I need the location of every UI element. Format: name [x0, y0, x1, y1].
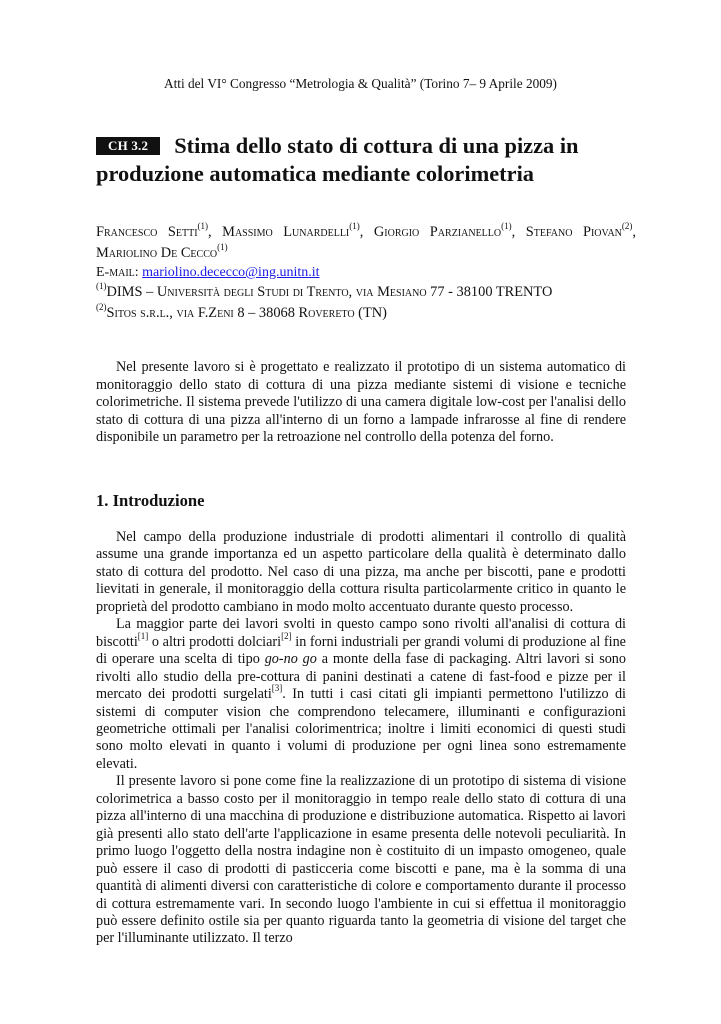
body-text: [96, 529, 626, 948]
paragraph: La maggior parte dei lavori svolti in questo campo sono rivolti all'analisi di cottura di biscotti[1] o altri prodotti dolciari[2] in forni industriali per grandi volumi di produzione al fine di operare una scelta di tipo go-no go a monte della fase di packaging. Altri lavori si sono rivolti allo studio della pre-cottura di panini destinati a catene di fast-food e pizze per il mercato dei prodotti surgelati[3]. In tutti i casi citati gli impianti permettono l'utilizzo di sistemi di computer vision che comprendono telecamere, illuminanti e configurazioni geometriche ottimali per l'analisi colorimentrica; inoltre i limiti economici di questi studi sono molto elevati in quanto i volumi di produzione per ogni linea sono estremamente elevati.: [96, 616, 627, 772]
email-label: E-mail:: [96, 265, 139, 280]
email-link[interactable]: mariolino.dececco@ing.unitn.it: [142, 265, 320, 280]
affiliation-mark: (1): [501, 221, 512, 231]
affiliation-text: DIMS – Università degli Studi di Trento, via Mesiano 77 - 38100 TRENTO: [106, 284, 553, 300]
affiliation-mark: (1): [96, 281, 107, 291]
affiliation-mark: (1): [349, 221, 360, 231]
author-list: Francesco Setti$^{(1)}$, Massimo Lunardelli$^{(1)}$, Giorgio Parzianello$^{(1)}$, Stefano Piovan$^{(2)}$, Mariolino De Cecco$^{(1)}$: [96, 221, 637, 261]
citation: [2]: [281, 630, 292, 641]
paper-title: Stima dello stato di cottura di una pizza in produzione automatica mediante colorimetria: [96, 133, 579, 186]
title-block: [96, 132, 636, 188]
author-name: Francesco Setti: [96, 224, 198, 240]
section-heading: 1. Introduzione: [96, 491, 205, 510]
paragraph: Nel campo della produzione industriale di prodotti alimentari il controllo di qualità assume una grande importanza ed un aspetto particolare della qualità è determinato dallo stato di cottura del prodotto. Nel caso di una pizza, ma anche per biscotti, pane e prodotti lievitati in generale, il monitoraggio della cottura risulta particolarmente critico in quanto le proprietà del prodotto cambiano in modo molto accentuato durante questo processo.: [96, 529, 626, 615]
author-name: Massimo Lunardelli: [222, 224, 350, 240]
running-header: Atti del VI° Congresso “Metrologia & Qualità” (Torino 7– 9 Aprile 2009): [163, 76, 557, 91]
affiliation-mark: (1): [197, 221, 209, 231]
italic-term: go-no go: [264, 651, 317, 668]
paragraph: Il presente lavoro si pone come fine la realizzazione di un prototipo di sistema di visione colorimetrica a basso costo per il monitoraggio in tempo reale dello stato di cottura di una pizza all'interno di una macchina di produzione e distribuzione automatica. Rispetto ai lavori già presenti allo stato dell'arte l'applicazione in esame presenta delle notevoli peculiarità. In primo luogo l'oggetto della nostra indagine non è costituito di un impasto omogeneo, quale può essere il caso di prodotti di pasticceria come biscotti e pane, ma è la somma di una quantità di alimenti diversi con caratteristiche di colore e comportamento durante il processo di cottura estremamente vari. In secondo luogo l'ambiente in cui si effettua il monitoraggio può essere definito ostile sia per quanto riguarda tanto la geometria di visione del target che per l'illuminante utilizzato. Il terzo: [96, 773, 626, 947]
affiliation-text: Sitos s.r.l., via F.Zeni 8 – 38068 Rovereto (TN): [106, 305, 387, 321]
affiliation-mark: (2): [621, 221, 633, 231]
citation: [1]: [137, 630, 149, 641]
affiliation-mark: (2): [96, 302, 107, 312]
affiliation-2: [96, 302, 387, 322]
author-name: Stefano Piovan: [525, 224, 622, 240]
citation: [3]: [271, 683, 283, 694]
chapter-badge: CH 3.2: [96, 137, 160, 155]
affiliation-mark: (1): [217, 242, 228, 252]
affiliation-1: [96, 281, 553, 301]
email-line: [96, 265, 320, 281]
author-name: Mariolino De Cecco: [96, 245, 218, 261]
author-name: Giorgio Parzianello: [373, 224, 502, 240]
abstract: Nel presente lavoro si è progettato e realizzato il prototipo di un sistema automatico di monitoraggio dello stato di cottura di una pizza mediante sistemi di visione e tecniche colorimetriche. Il sistema prevede l'utilizzo di una camera digitale low-cost per l'analisi dello stato di cottura di una pizza all'interno di un forno a lampade infrarosse al fine di rendere disponibile un parametro per la retroazione nel controllo della potenza del forno.: [96, 359, 626, 446]
